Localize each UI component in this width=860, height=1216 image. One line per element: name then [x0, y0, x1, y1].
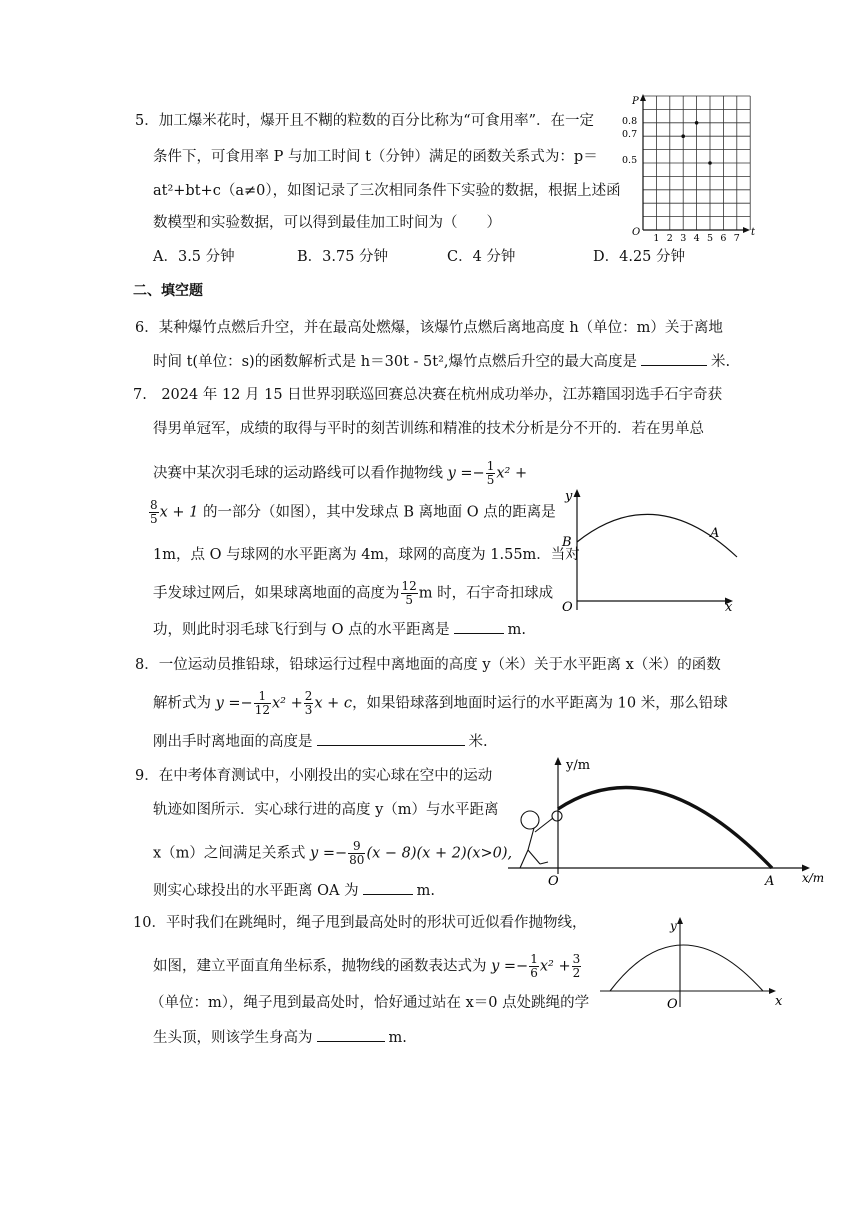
- q5-grid-graph: [615, 92, 785, 242]
- q8-answer-blank[interactable]: [317, 731, 465, 746]
- q9-eq-frac: [348, 840, 365, 867]
- q7-origin-label: O: [562, 600, 573, 615]
- q8-eq-frac1-num: 1: [254, 690, 271, 704]
- q7-eq-frac2-num: 8: [150, 498, 158, 512]
- q10-eq-head: y =−: [491, 958, 529, 975]
- q7-line-2: 得男单冠军，成绩的取得与平时的刻苦训练和精准的技术分析是分不开的．若在男单总: [153, 421, 704, 437]
- q10-line-1: 10．平时我们在跳绳时，绳子甩到最高处时的形状可近似看作抛物线，: [133, 915, 587, 931]
- q7-line-6-text: 手发球过网后，如果球离地面的高度为: [153, 585, 400, 602]
- q7-line-7: [153, 619, 526, 640]
- q7-line-6: [153, 580, 553, 607]
- q9-line-3-text: x（m）之间满足关系式: [153, 845, 306, 862]
- q9-point-a-label: A: [765, 874, 775, 889]
- q5-line-1: 5．加工爆米花时，爆开且不糊的粒数的百分比称为“可食用率”．在一定: [135, 113, 595, 129]
- q9-line-3: [153, 840, 512, 867]
- q8-line-2-text: 解析式为: [153, 695, 211, 712]
- q8-eq-frac2-num: 2: [304, 689, 313, 703]
- q8-line-3-text: 刚出手时离地面的高度是: [153, 734, 313, 750]
- q5-data-point: [681, 134, 685, 138]
- section-title: 二、填空题: [133, 283, 203, 299]
- q7-eq-tail2: x + 1: [159, 504, 199, 521]
- q9-eq-head: y =−: [310, 845, 348, 862]
- q5-ytick-0.5: 0.5: [622, 155, 638, 166]
- q9-axis-x-label: x/m: [802, 871, 825, 885]
- q10-unit: m.: [388, 1030, 407, 1046]
- q10-eq-frac1: [529, 953, 539, 980]
- q10-line-4-text: 生头顶，则该学生身高为: [153, 1030, 313, 1046]
- q5-choice-d: D．4.25 分钟: [593, 249, 686, 265]
- q7-line-3: [153, 460, 527, 487]
- q9-axis-y-label: y/m: [566, 758, 591, 773]
- q10-rope-graph: [600, 913, 795, 1013]
- q9-stick-figure-icon: [520, 811, 562, 868]
- q9-unit: m.: [416, 883, 435, 899]
- q7-line-5: 1m，点 O 与球网的水平距离为 4m，球网的高度为 1.55m．当对: [153, 547, 580, 563]
- q5-xtick-5: 5: [707, 233, 714, 244]
- q9-eq-frac-num: 9: [348, 840, 365, 854]
- q7-eq-frac2: [149, 499, 159, 526]
- q7-axis-x-label: x: [725, 600, 733, 615]
- q5-xtick-6: 6: [720, 233, 727, 244]
- q5-ytick-0.8: 0.8: [622, 116, 638, 127]
- q7-axis-y-label: y: [565, 489, 573, 504]
- q8-unit: 米.: [468, 734, 488, 750]
- q10-line-3: （单位：m），绳子甩到最高处时，恰好通过站在 x＝0 点处跳绳的学: [150, 995, 590, 1011]
- q7-eq-head: y =−: [447, 465, 485, 482]
- q9-line-4-text: 则实心球投出的水平距离 OA 为: [153, 883, 359, 899]
- q7-line-6-tail: m 时，石宇奇扣球成: [418, 585, 554, 602]
- q10-answer-blank[interactable]: [317, 1027, 385, 1042]
- q10-eq-frac1-den: 6: [530, 966, 538, 980]
- q5-line-2: 条件下，可食用率 P 与加工时间 t（分钟）满足的函数关系式为：p＝: [153, 149, 598, 165]
- q5-xtick-2: 2: [666, 233, 673, 244]
- q8-line-1: 8．一位运动员推铅球，铅球运行过程中离地面的高度 y（米）关于水平距离 x（米）的函数: [135, 657, 721, 673]
- q9-answer-blank[interactable]: [363, 880, 413, 895]
- q7-height-num: 12: [401, 579, 417, 593]
- q10-eq-frac2-num: 3: [572, 952, 581, 966]
- q10-line-4: [153, 1027, 407, 1048]
- q8-line-3: [153, 731, 488, 752]
- q7-point-a-label: A: [710, 526, 720, 541]
- q7-eq-frac1: [486, 460, 496, 487]
- q5-xtick-7: 7: [733, 233, 740, 244]
- q9-shotput-graph: [508, 752, 826, 887]
- q9-eq-tail: (x − 8)(x + 2)(x>0),: [366, 845, 513, 862]
- q6-unit: 米.: [711, 354, 731, 370]
- q7-answer-blank[interactable]: [454, 619, 504, 634]
- q5-xtick-4: 4: [693, 233, 700, 244]
- q5-axis-x-label: t: [751, 227, 756, 238]
- q10-axis-y-label: y: [670, 919, 677, 933]
- q8-eq-frac2: [304, 690, 314, 717]
- q7-line-4-text: 的一部分（如图），其中发球点 B 离地面 O 点的距离是: [203, 504, 556, 521]
- q8-eq-head: y =−: [215, 695, 253, 712]
- q5-choice-b: B．3.75 分钟: [297, 249, 389, 265]
- q6-line-2: [153, 351, 730, 372]
- q6-line-1: 6．某种爆竹点燃后升空，并在最高处燃爆，该爆竹点燃后离地高度 h（单位：m）关于离地: [135, 320, 723, 336]
- q9-trajectory-curve: [558, 788, 772, 868]
- q5-data-point: [708, 161, 712, 165]
- q10-eq-frac2-den: 2: [572, 966, 581, 980]
- q9-line-4: [153, 880, 435, 901]
- q8-line-2-tail: ，如果铅球落到地面时运行的水平距离为 10 米，那么铅球: [352, 695, 728, 712]
- q10-line-2-text: 如图，建立平面直角坐标系，抛物线的函数表达式为: [153, 958, 487, 975]
- q9-line-1: 9．在中考体育测试中，小刚投出的实心球在空中的运动: [135, 768, 493, 784]
- q5-axis-y-label: P: [632, 96, 639, 107]
- q5-line-3: at²+bt+c（a≠0），如图记录了三次相同条件下实验的数据，根据上述函: [153, 183, 621, 199]
- q7-point-b-label: B: [562, 535, 572, 550]
- q5-choice-a: A．3.5 分钟: [153, 249, 235, 265]
- q8-eq-frac1: [254, 690, 271, 717]
- q10-axis-x-label: x: [775, 994, 783, 1009]
- q5-ytick-0.7: 0.7: [622, 129, 638, 140]
- q10-line-2: [153, 953, 582, 980]
- q7-line-3-text: 决赛中某次羽毛球的运动路线可以看作抛物线: [153, 465, 443, 482]
- q5-data-point: [695, 121, 699, 125]
- q7-height-frac: [401, 580, 418, 607]
- q9-line-2: 轨迹如图所示．实心球行进的高度 y（m）与水平距离: [153, 802, 499, 818]
- q7-height-den: 5: [405, 593, 413, 607]
- q7-line-7-text: 功，则此时羽毛球飞行到与 O 点的水平距离是: [153, 622, 450, 638]
- q8-eq-frac2-den: 3: [304, 703, 313, 717]
- q5-xtick-1: 1: [653, 233, 660, 244]
- q6-answer-blank[interactable]: [641, 351, 707, 366]
- q8-eq-mid: x² +: [272, 695, 303, 712]
- q9-eq-frac-den: 80: [349, 853, 365, 867]
- q5-xtick-3: 3: [680, 233, 687, 244]
- q5-origin-label: O: [632, 227, 641, 238]
- q5-choice-c: C．4 分钟: [447, 249, 516, 265]
- q7-unit: m.: [507, 622, 526, 638]
- q7-eq-frac2-den: 5: [150, 512, 158, 526]
- q8-eq-frac1-den: 12: [254, 703, 270, 717]
- q6-line-2-text: 时间 t(单位：s)的函数解析式是 h＝30t - 5t²,爆竹点燃后升空的最大高度是: [153, 354, 638, 370]
- q7-eq-frac1-den: 5: [486, 473, 495, 487]
- q10-eq-frac2: [572, 953, 582, 980]
- q10-origin-label: O: [667, 997, 678, 1012]
- q10-eq-mid: x² +: [539, 958, 571, 975]
- q7-eq-frac1-num: 1: [486, 459, 495, 473]
- q10-eq-frac1-num: 1: [530, 952, 538, 966]
- q7-badminton-graph: [555, 485, 745, 620]
- q7-line-4: [148, 499, 556, 526]
- q8-eq-tail: x + c: [314, 695, 353, 712]
- q9-origin-label: O: [548, 874, 559, 889]
- q7-line-1: 7. 2024 年 12 月 15 日世界羽联巡回赛总决赛在杭州成功举办，江苏籍国羽选手石宇奇获: [133, 387, 723, 403]
- q10-rope-curve: [610, 945, 763, 991]
- q5-line-4: 数模型和实验数据，可以得到最佳加工时间为（ ）: [153, 215, 501, 231]
- q8-line-2: [153, 690, 728, 717]
- q7-eq-tail1: x² +: [496, 465, 528, 482]
